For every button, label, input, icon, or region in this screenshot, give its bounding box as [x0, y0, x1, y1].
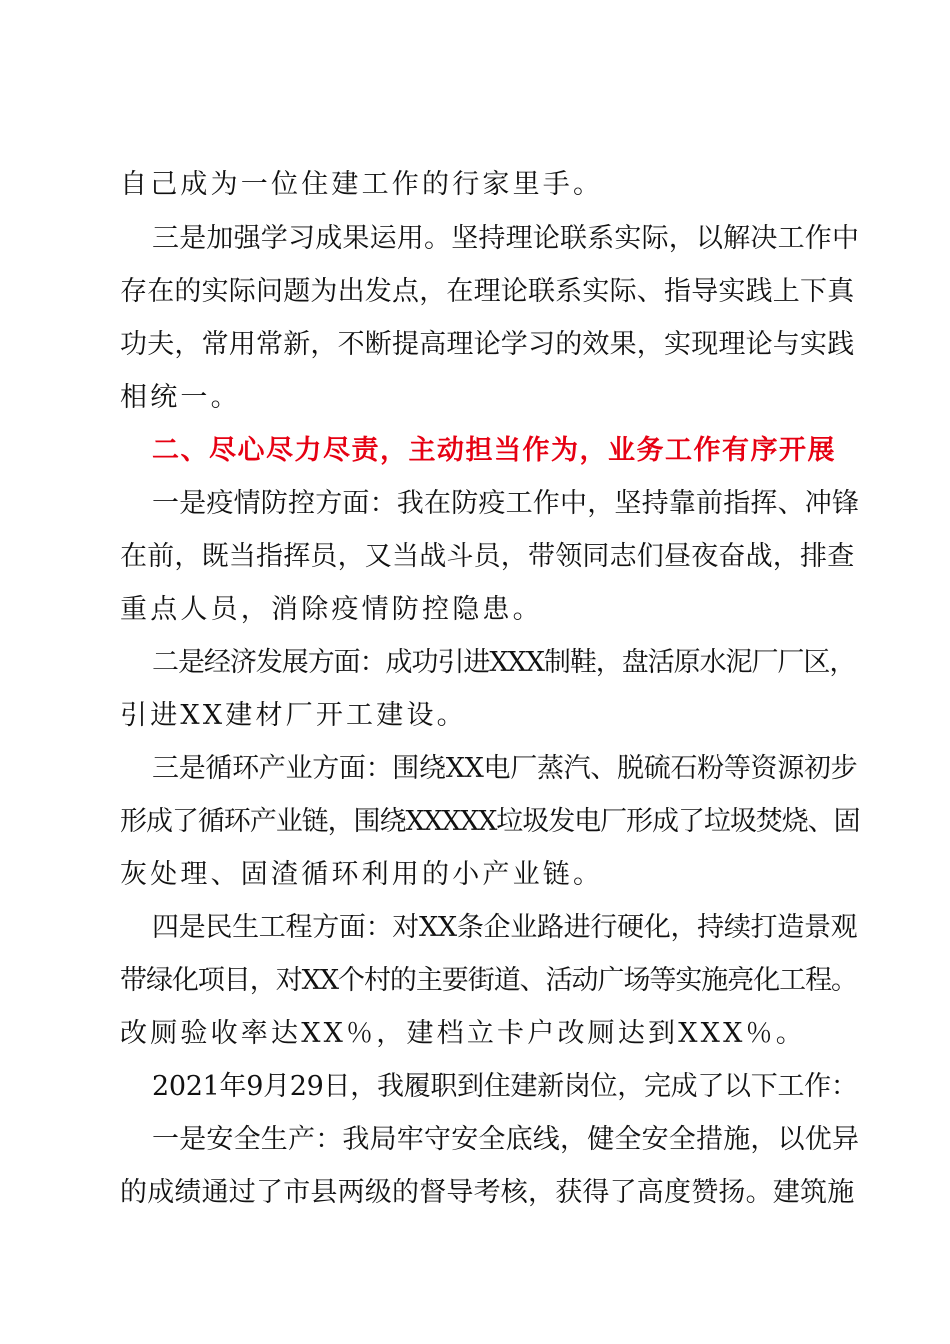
paragraph-line: 自己成为一位住建工作的行家里手。 — [120, 169, 604, 200]
paragraph-line: 的成绩通过了市县两级的督导考核，获得了高度赞扬。建筑施 — [120, 1177, 855, 1208]
paragraph-line: 存在的实际问题为出发点，在理论联系实际、指导实践上下真 — [120, 276, 855, 307]
section-heading: 二、尽心尽力尽责，主动担当作为，业务工作有序开展 — [152, 435, 836, 466]
paragraph-line: 引进XX建材厂开工建设。 — [120, 700, 467, 731]
paragraph-line: 四是民生工程方面：对XX条企业路进行硬化，持续打造景观 — [152, 912, 858, 943]
paragraph-line: 一是安全生产：我局牢守安全底线，健全安全措施，以优异 — [152, 1124, 860, 1155]
paragraph-line: 二是经济发展方面：成功引进XXX制鞋，盘活原水泥厂厂区， — [152, 647, 856, 678]
paragraph-line: 三是加强学习成果运用。坚持理论联系实际，以解决工作中 — [152, 223, 860, 254]
paragraph-line: 三是循环产业方面：围绕XX电厂蒸汽、脱硫石粉等资源初步 — [152, 753, 858, 784]
paragraph-line: 相统一。 — [120, 382, 241, 413]
paragraph-line: 功夫，常用常新，不断提高理论学习的效果，实现理论与实践 — [120, 329, 855, 360]
paragraph-line: 重点人员，消除疫情防控隐患。 — [120, 594, 543, 625]
paragraph-line: 灰处理、固渣循环利用的小产业链。 — [120, 859, 604, 890]
paragraph-line: 一是疫情防控方面：我在防疫工作中，坚持靠前指挥、冲锋 — [152, 488, 860, 519]
paragraph-line: 改厕验收率达XX％，建档立卡户改厕达到XXX％。 — [120, 1018, 806, 1049]
paragraph-line: 2021年9月29日，我履职到住建新岗位，完成了以下工作： — [152, 1071, 858, 1102]
paragraph-line: 带绿化项目，对XX个村的主要街道、活动广场等实施亮化工程。 — [120, 965, 857, 996]
paragraph-line: 形成了循环产业链，围绕XXXXX垃圾发电厂形成了垃圾焚烧、固 — [120, 806, 860, 837]
paragraph-line: 在前，既当指挥员，又当战斗员，带领同志们昼夜奋战，排查 — [120, 541, 855, 572]
